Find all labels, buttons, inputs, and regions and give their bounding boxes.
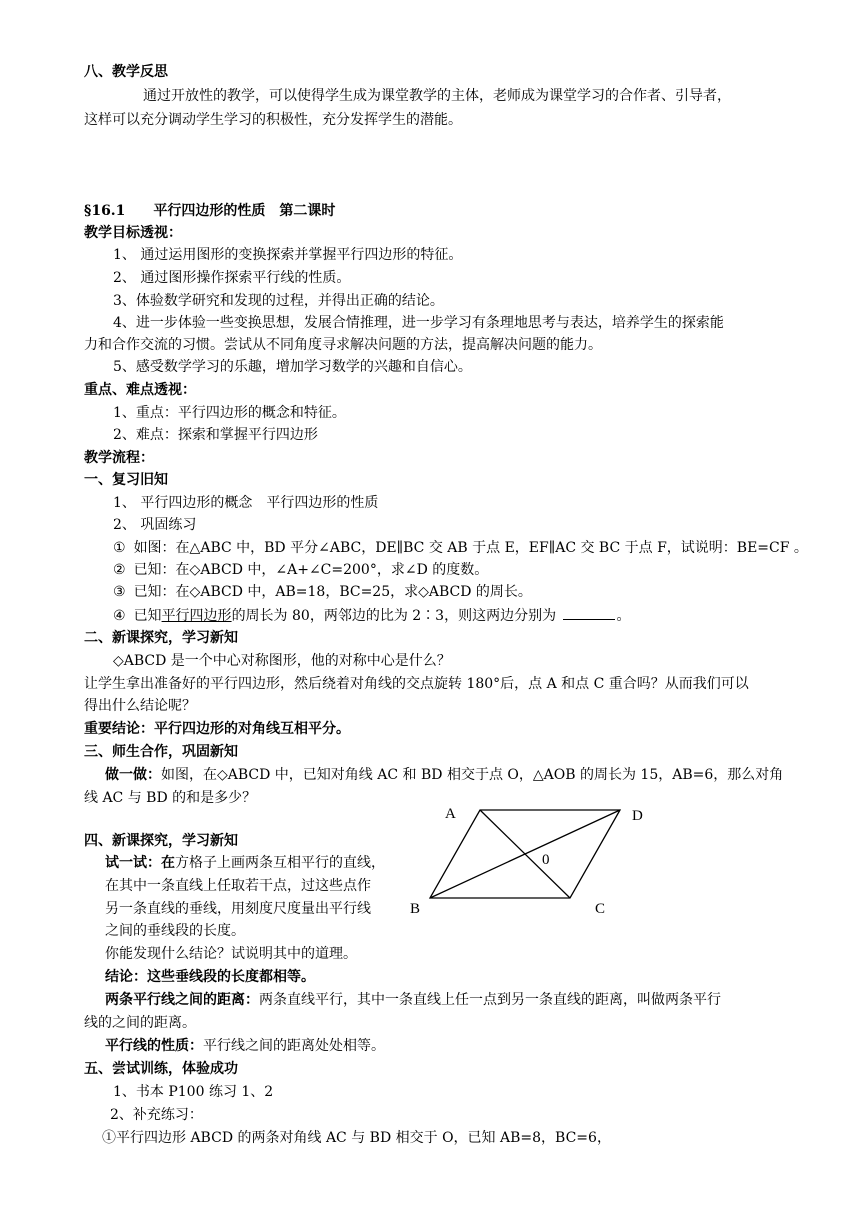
do-it-text: 如图，在◇ABCD 中，已知对角线 AC 和 BD 相交于点 O，△AOB 的周长为 15，AB=6，那么对角 bbox=[161, 767, 784, 783]
part-5-title: 五、尝试训练，体验成功 bbox=[84, 1061, 238, 1077]
flow-heading: 教学流程： bbox=[84, 450, 154, 466]
center-label-o: 0 bbox=[542, 852, 550, 868]
try-it-conclusion: 结论：这些垂线段的长度都相等。 bbox=[105, 969, 315, 985]
try-it-line: 之间的垂线段的长度。 bbox=[105, 923, 245, 939]
keypoints-heading: 重点、难点透视： bbox=[84, 382, 196, 398]
exercise-item bbox=[113, 582, 532, 602]
vertex-label-b: B bbox=[410, 901, 421, 917]
property-label: 平行线的性质： bbox=[105, 1038, 203, 1054]
try-it-line: 你能发现什么结论？试说明其中的道理。 bbox=[105, 946, 357, 962]
do-it-label: 做一做： bbox=[105, 767, 161, 783]
parallel-property bbox=[105, 1036, 385, 1056]
distance-definition bbox=[105, 990, 721, 1010]
review-line-2: 2、 巩固练习 bbox=[113, 517, 197, 533]
section-8-title: 八、教学反思 bbox=[84, 64, 168, 80]
distance-definition-line-2: 线的之间的距离。 bbox=[84, 1015, 196, 1031]
part-2-title: 二、新课探究，学习新知 bbox=[84, 630, 238, 646]
answer-blank bbox=[563, 605, 615, 620]
underlined-term: 平行四边形 bbox=[161, 608, 232, 624]
review-line-1: 1、 平行四边形的概念 平行四边形的性质 bbox=[113, 495, 379, 511]
exercise-item bbox=[113, 538, 808, 558]
goals-heading: 教学目标透视： bbox=[84, 225, 182, 241]
paragraph-line: 得出什么结论呢？ bbox=[84, 698, 196, 714]
exercise-end: 。 bbox=[616, 608, 631, 624]
question-text: ◇ABCD 是一个中心对称图形，他的对称中心是什么？ bbox=[113, 653, 451, 669]
practice-line: ①平行四边形 ABCD 的两条对角线 AC 与 BD 相交于 O，已知 AB=8，BC=6， bbox=[102, 1130, 611, 1146]
reflection-line-1: 通过开放性的教学，可以使得学生成为课堂教学的主体，老师成为课堂学习的合作者、引导者， bbox=[143, 88, 731, 104]
exercise-number: ③ bbox=[113, 584, 126, 600]
try-it-text: 方格子上画两条互相平行的直线， bbox=[175, 855, 385, 871]
exercise-number: ② bbox=[113, 562, 126, 578]
vertex-label-c: C bbox=[595, 901, 606, 917]
goal-item: 2、 通过图形操作探索平行线的性质。 bbox=[113, 270, 351, 286]
lesson-title: §16.1 平行四边形的性质 第二课时 bbox=[84, 203, 336, 219]
vertex-label-a: A bbox=[445, 806, 456, 822]
practice-line: 1、书本 P100 练习 1、2 bbox=[113, 1084, 274, 1100]
try-it-line: 另一条直线的垂线，用刻度尺度量出平行线 bbox=[105, 901, 371, 917]
part-4-title: 四、新课探究，学习新知 bbox=[84, 833, 238, 849]
paragraph-line: 让学生拿出准备好的平行四边形，然后绕着对角线的交点旋转 180°后，点 A 和点 C 重合吗？从而我们可以 bbox=[84, 676, 749, 692]
goal-item: 5、感受数学学习的乐趣，增加学习数学的兴趣和自信心。 bbox=[113, 359, 472, 375]
exercise-number: ① bbox=[113, 540, 126, 556]
exercise-number: ④ bbox=[113, 608, 126, 624]
exercise-text: 如图：在△ABC 中，BD 平分∠ABC，DE∥BC 交 AB 于点 E，EF∥AC 交 BC 于点 F，试说明：BE=CF 。 bbox=[133, 540, 808, 556]
goal-item: 3、体验数学研究和发现的过程，并得出正确的结论。 bbox=[113, 293, 444, 309]
practice-line: 2、补充练习： bbox=[110, 1107, 203, 1123]
parallelogram-figure bbox=[405, 800, 655, 925]
try-it-line: 在其中一条直线上任取若干点，过这些点作 bbox=[105, 878, 371, 894]
vertex-label-d: D bbox=[632, 808, 643, 824]
goal-item-continued: 力和合作交流的习惯。尝试从不同角度寻求解决问题的方法，提高解决问题的能力。 bbox=[84, 337, 602, 353]
exercise-text: 已知 bbox=[133, 608, 162, 624]
goal-item: 1、 通过运用图形的变换探索并掌握平行四边形的特征。 bbox=[113, 247, 463, 263]
part-1-title: 一、复习旧知 bbox=[84, 472, 168, 488]
exercise-text: 的周长为 80，两邻边的比为 2∶3，则这两边分别为 bbox=[231, 608, 557, 624]
do-it-line bbox=[105, 765, 783, 785]
part-3-title: 三、师生合作，巩固新知 bbox=[84, 744, 238, 760]
keypoint-item: 2、难点：探索和掌握平行四边形 bbox=[113, 427, 318, 443]
try-it-line bbox=[105, 853, 385, 873]
definition-label: 两条平行线之间的距离： bbox=[105, 992, 259, 1008]
keypoint-item: 1、重点：平行四边形的概念和特征。 bbox=[113, 405, 346, 421]
do-it-line-2: 线 AC 与 BD 的和是多少？ bbox=[84, 790, 257, 806]
exercise-text: 已知：在◇ABCD 中，AB=18，BC=25，求◇ABCD 的周长。 bbox=[133, 584, 532, 600]
key-conclusion: 重要结论：平行四边形的对角线互相平分。 bbox=[84, 721, 350, 737]
try-it-label: 试一试：在 bbox=[105, 855, 175, 871]
definition-text: 两条直线平行，其中一条直线上任一点到另一条直线的距离，叫做两条平行 bbox=[259, 992, 721, 1008]
exercise-text: 已知：在◇ABCD 中，∠A+∠C=200°，求∠D 的度数。 bbox=[133, 562, 489, 578]
parallelogram-svg bbox=[405, 800, 655, 925]
property-text: 平行线之间的距离处处相等。 bbox=[203, 1038, 385, 1054]
exercise-item bbox=[113, 605, 631, 626]
reflection-line-2: 这样可以充分调动学生学习的积极性，充分发挥学生的潜能。 bbox=[84, 112, 462, 128]
exercise-item bbox=[113, 560, 488, 580]
diagonal-bd bbox=[430, 810, 620, 898]
goal-item: 4、进一步体验一些变换思想，发展合情推理，进一步学习有条理地思考与表达，培养学生的探索能 bbox=[113, 315, 724, 331]
